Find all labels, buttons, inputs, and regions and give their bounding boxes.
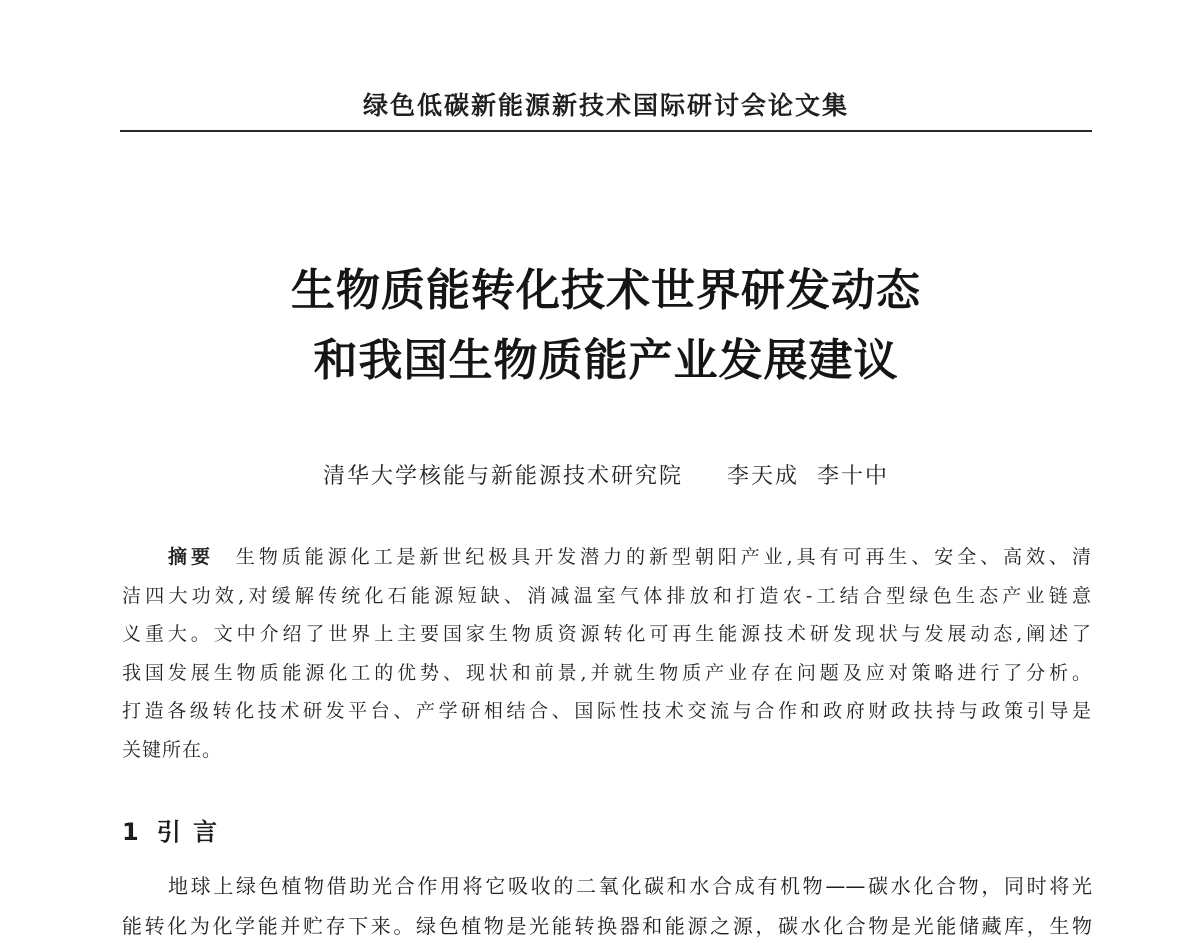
header-rule: [120, 130, 1092, 132]
abstract: [122, 538, 1092, 769]
author-1: 李天成: [726, 464, 799, 489]
body-text: [122, 866, 1092, 946]
section-number: 1: [122, 818, 141, 846]
abstract-label: 摘要: [168, 546, 214, 568]
body-line-2: 能转化为化学能并贮存下来。绿色植物是光能转换器和能源之源，碳水化合物是光能储藏库，生物: [122, 914, 1092, 938]
section-heading-1: [122, 812, 219, 847]
byline: [120, 459, 1092, 490]
cutoff-next-line: [122, 940, 1092, 951]
body-line-1: 地球上绿色植物借助光合作用将它吸收的二氧化碳和水合成有机物——碳水化合物，同时将光: [168, 874, 1092, 898]
abstract-line-2: 洁四大功效,对缓解传统化石能源短缺、消减温室气体排放和打造农-工结合型绿色生态产业链意: [122, 584, 1092, 607]
paper-title: [120, 256, 1092, 396]
abstract-line-1-text: 生物质能源化工是新世纪极具开发潜力的新型朝阳产业,具有可再生、安全、高效、清: [235, 546, 1092, 568]
author-2: 李十中: [817, 464, 890, 489]
running-header: 绿色低碳新能源新技术国际研讨会论文集: [362, 91, 849, 120]
abstract-line-3: 义重大。文中介绍了世界上主要国家生物质资源转化可再生能源技术研发现状与发展动态,阐述了: [122, 623, 1092, 645]
abstract-line-4: 我国发展生物质能源化工的优势、现状和前景,并就生物质产业存在问题及应对策略进行了分析。: [122, 661, 1092, 684]
abstract-line-1: [122, 538, 1092, 577]
abstract-line-6: 关键所在。: [122, 738, 223, 761]
abstract-line-5: 打造各级转化技术研发平台、产学研相结合、国际性技术交流与合作和政府财政扶持与政策引导是: [122, 700, 1092, 722]
affiliation: 清华大学核能与新能源技术研究院: [322, 464, 683, 489]
paper-title-line-1: 生物质能转化技术世界研发动态: [291, 265, 921, 316]
paper-title-line-2: 和我国生物质能产业发展建议: [313, 335, 899, 386]
section-title: 引 言: [156, 818, 220, 846]
